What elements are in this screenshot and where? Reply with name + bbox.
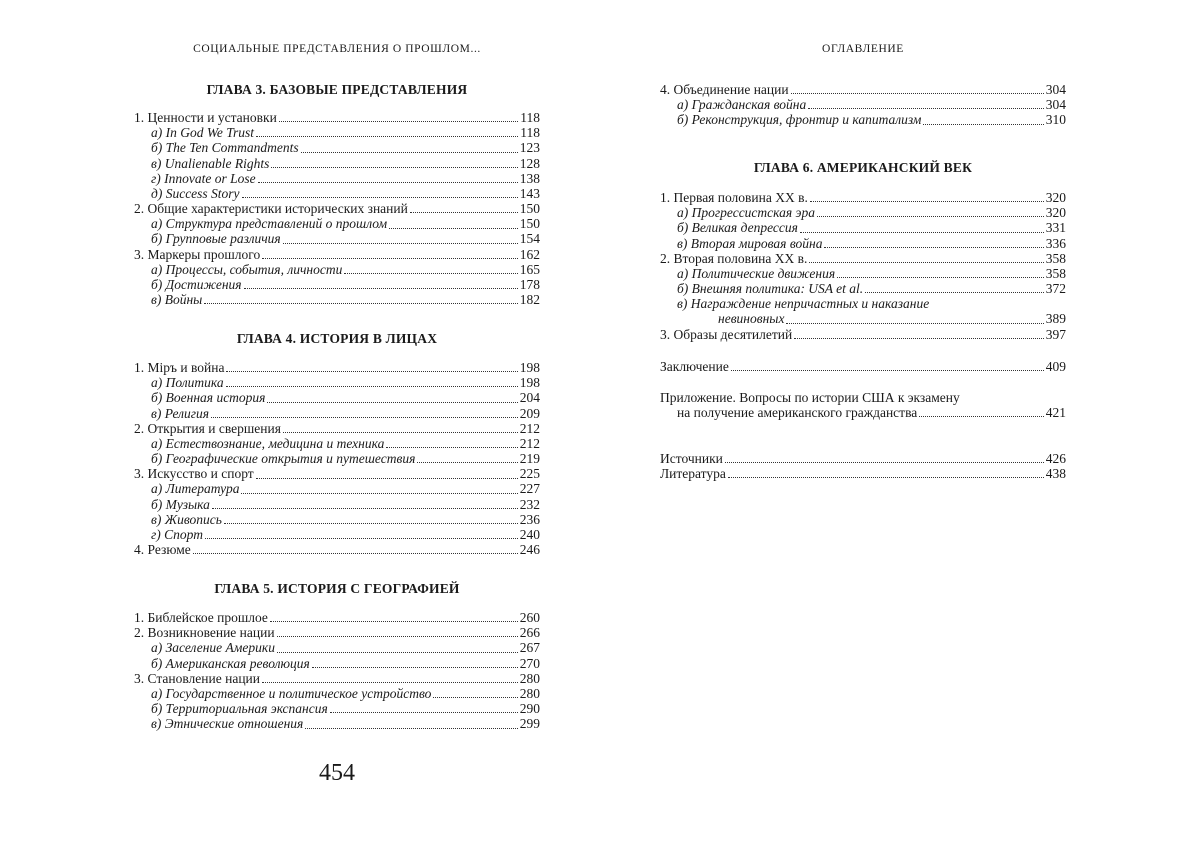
entry-page: 204: [519, 390, 540, 406]
entry-label: а) Заселение Америки: [151, 640, 275, 656]
entry-label: б) Военная история: [151, 390, 266, 406]
toc-entry: [660, 312, 1066, 327]
entry-label: б) Американская революция: [151, 655, 310, 671]
toc-entry: [134, 436, 540, 451]
entry-label: б) Групповые различия: [151, 231, 281, 247]
dot-leader: [270, 621, 518, 622]
toc-entry: [660, 266, 1066, 281]
toc-entry: [134, 701, 540, 716]
toc-entry: [134, 201, 540, 216]
entry-page: 227: [519, 481, 540, 497]
entry-label-line1: Приложение. Вопросы по истории США к экзамену: [660, 389, 960, 405]
entry-page: 143: [519, 185, 540, 201]
toc-entry: [660, 251, 1066, 266]
entry-page: 150: [519, 201, 540, 217]
toc-entry: [134, 186, 540, 201]
entry-page: 154: [519, 231, 540, 247]
entry-page: 150: [519, 216, 540, 232]
entry-page: 372: [1045, 281, 1066, 297]
page-number: 454: [319, 760, 355, 786]
entry-label: Источники: [660, 450, 723, 466]
entry-label: 2. Открытия и свершения: [134, 420, 281, 436]
dot-leader: [262, 682, 518, 683]
entry-page: 260: [519, 609, 540, 625]
dot-leader: [794, 338, 1044, 339]
dot-leader: [312, 667, 518, 668]
toc-entry: [134, 610, 540, 625]
dot-leader: [224, 523, 518, 524]
left-page: [134, 0, 540, 848]
dot-leader: [386, 447, 517, 448]
toc-entry: [134, 360, 540, 375]
entry-label: 4. Резюме: [134, 542, 191, 558]
dot-leader: [824, 247, 1043, 248]
dot-leader: [244, 288, 518, 289]
toc-entry: [134, 232, 540, 247]
entry-page: 270: [519, 655, 540, 671]
entry-page: 219: [519, 451, 540, 467]
dot-leader: [256, 136, 518, 137]
chapter-3-toc: [134, 110, 540, 307]
entry-label: в) Вторая мировая война: [677, 235, 823, 251]
entry-page: 299: [519, 716, 540, 732]
appendix-entry: [660, 390, 1066, 420]
dot-leader: [226, 386, 518, 387]
entry-label: а) Структура представлений о прошлом: [151, 216, 388, 232]
entry-page: 304: [1045, 97, 1066, 113]
dot-leader: [800, 232, 1044, 233]
entry-label: б) Музыка: [151, 496, 210, 512]
entry-label: 2. Возникновение нации: [134, 625, 275, 641]
toc-entry: [134, 216, 540, 231]
toc-entry: [660, 327, 1066, 342]
entry-label: а) Прогрессистская эра: [677, 205, 815, 221]
entry-page: 128: [519, 155, 540, 171]
entry-label: д) Success Story: [151, 185, 240, 201]
entry-label: а) Политика: [151, 375, 224, 391]
toc-entry: [660, 205, 1066, 220]
toc-entry: [660, 236, 1066, 251]
toc-entry: [134, 527, 540, 542]
entry-page: 320: [1045, 189, 1066, 205]
chapter-3-title: ГЛАВА 3. БАЗОВЫЕ ПРЕДСТАВЛЕНИЯ: [206, 82, 468, 97]
toc-entry: [660, 97, 1066, 112]
toc-entry: [134, 247, 540, 262]
chapter-6-title: ГЛАВА 6. АМЕРИКАНСКИЙ ВЕК: [753, 160, 973, 175]
dot-leader: [728, 477, 1044, 478]
entry-page: 212: [519, 435, 540, 451]
entry-page: 209: [519, 405, 540, 421]
entry-page: 304: [1045, 81, 1066, 97]
entry-page: 118: [520, 125, 540, 141]
entry-label: б) Территориальная экспансия: [151, 701, 328, 717]
entry-page: 138: [519, 170, 540, 186]
toc-entry: [134, 656, 540, 671]
dot-leader: [262, 258, 518, 259]
entry-label: невиновных: [718, 311, 785, 327]
entry-label: б) Достижения: [151, 277, 242, 293]
entry-page: 397: [1045, 326, 1066, 342]
entry-page: 246: [519, 542, 540, 558]
entry-label: г) Innovate or Lose: [151, 170, 256, 186]
dot-leader: [211, 417, 518, 418]
entry-page: 232: [519, 496, 540, 512]
toc-entry: [660, 220, 1066, 235]
entry-label: б) Внешняя политика: USA et al.: [677, 281, 864, 297]
entry-page: 358: [1045, 250, 1066, 266]
dot-leader: [271, 167, 517, 168]
toc-entry: [134, 262, 540, 277]
toc-entry: [660, 359, 1066, 374]
toc-entry: [134, 292, 540, 307]
entry-label: а) Государственное и политическое устройство: [151, 685, 432, 701]
entry-page: 165: [519, 261, 540, 277]
toc-entry: [134, 625, 540, 640]
chapter-4-toc: [134, 360, 540, 557]
toc-entry: [134, 466, 540, 481]
entry-page: 389: [1045, 311, 1066, 327]
entry-label: 1. Библейское прошлое: [134, 609, 268, 625]
dot-leader: [242, 197, 518, 198]
entry-page: 409: [1045, 358, 1066, 374]
entry-page: 236: [519, 511, 540, 527]
entry-label: в) Религия: [151, 405, 210, 421]
toc-entry: [134, 716, 540, 731]
toc-entry: [134, 421, 540, 436]
dot-leader: [923, 124, 1043, 125]
entry-page: 280: [519, 685, 540, 701]
entry-label: 1. Міръ и война: [134, 359, 225, 375]
entry-label: б) Великая депрессия: [677, 220, 798, 236]
toc-entry: [660, 451, 1066, 466]
entry-page: 290: [519, 701, 540, 717]
entry-label: г) Спорт: [151, 527, 203, 543]
entry-page: 212: [519, 420, 540, 436]
dot-leader: [731, 370, 1044, 371]
entry-label: б) Реконструкция, фронтир и капитализм: [677, 112, 922, 128]
entry-page: 198: [519, 375, 540, 391]
entry-label: а) Политические движения: [677, 265, 836, 281]
entry-page: 182: [519, 292, 540, 308]
dot-leader: [204, 303, 517, 304]
toc-entry: [660, 112, 1066, 127]
toc-entry: [660, 466, 1066, 481]
dot-leader: [817, 216, 1044, 217]
toc-entry: [134, 482, 540, 497]
entry-label: 4. Объединение нации: [660, 81, 789, 97]
chapter-5-title: ГЛАВА 5. ИСТОРИЯ С ГЕОГРАФИЕЙ: [214, 581, 460, 596]
entry-page: 358: [1045, 265, 1066, 281]
dot-leader: [725, 462, 1044, 463]
chapter-6-toc: [660, 190, 1066, 342]
toc-entry: [134, 375, 540, 390]
dot-leader: [226, 371, 517, 372]
entry-label: в) Живопись: [151, 511, 222, 527]
dot-leader: [267, 402, 517, 403]
entry-label: в) Войны: [151, 292, 203, 308]
toc-entry: [134, 671, 540, 686]
entry-page: 118: [520, 109, 540, 125]
dot-leader: [410, 212, 518, 213]
dot-leader: [283, 243, 518, 244]
toc-entry: [134, 156, 540, 171]
dot-leader: [301, 152, 518, 153]
dot-leader: [279, 121, 518, 122]
toc-entry: [134, 686, 540, 701]
toc-entry: [134, 542, 540, 557]
dot-leader: [837, 277, 1044, 278]
entry-label: Литература: [660, 466, 726, 482]
entry-label: 3. Становление нации: [134, 670, 260, 686]
entry-label: на получение американского гражданства: [677, 405, 918, 421]
dot-leader: [417, 462, 517, 463]
toc-entry: [134, 171, 540, 186]
entry-label: б) The Ten Commandments: [151, 140, 299, 156]
dot-leader: [389, 228, 518, 229]
entry-label: 2. Общие характеристики исторических знаний: [134, 201, 408, 217]
chapter-4-title: ГЛАВА 4. ИСТОРИЯ В ЛИЦАХ: [236, 331, 438, 346]
running-head-right: ОГЛАВЛЕНИЕ: [822, 43, 904, 55]
entry-page: 267: [519, 640, 540, 656]
dot-leader: [810, 201, 1044, 202]
toc-entry: [134, 451, 540, 466]
entry-page: 178: [519, 277, 540, 293]
chapter-5-continued-toc: [660, 82, 1066, 128]
toc-entry: [660, 281, 1066, 296]
dot-leader: [808, 108, 1043, 109]
toc-entry: [134, 406, 540, 421]
entry-page: 331: [1045, 220, 1066, 236]
dot-leader: [283, 432, 518, 433]
dot-leader: [241, 493, 517, 494]
entry-page: 438: [1045, 466, 1066, 482]
entry-label: 3. Образы десятилетий: [660, 326, 793, 342]
entry-page: 421: [1045, 405, 1066, 421]
dot-leader: [786, 323, 1043, 324]
toc-entry: [660, 190, 1066, 205]
toc-entry: [134, 140, 540, 155]
dot-leader: [809, 262, 1043, 263]
conclusion-entry: [660, 359, 1066, 374]
toc-entry: [134, 497, 540, 512]
toc-entry-line1: [660, 296, 1066, 311]
entry-label: а) In God We Trust: [151, 125, 255, 141]
toc-entry: [134, 640, 540, 655]
entry-page: 310: [1045, 112, 1066, 128]
dot-leader: [791, 93, 1044, 94]
dot-leader: [212, 508, 518, 509]
entry-label: а) Естествознание, медицина и техника: [151, 435, 385, 451]
entry-label: 3. Маркеры прошлого: [134, 246, 261, 262]
chapter-5-toc: [134, 610, 540, 732]
toc-entry: [660, 405, 1066, 420]
entry-page: 240: [519, 527, 540, 543]
toc-entry: [660, 82, 1066, 97]
dot-leader: [344, 273, 517, 274]
entry-label: 3. Искусство и спорт: [134, 466, 254, 482]
entry-page: 426: [1045, 450, 1066, 466]
entry-label: а) Гражданская война: [677, 97, 807, 113]
dot-leader: [919, 416, 1043, 417]
entry-label: 1. Первая половина XX в.: [660, 189, 808, 205]
toc-entry-line1: [660, 390, 1066, 405]
dot-leader: [865, 292, 1044, 293]
entry-page: 336: [1045, 235, 1066, 251]
entry-page: 280: [519, 670, 540, 686]
entry-page: 198: [519, 359, 540, 375]
entry-label: б) Географические открытия и путешествия: [151, 451, 416, 467]
dot-leader: [256, 478, 518, 479]
dot-leader: [433, 697, 517, 698]
dot-leader: [258, 182, 518, 183]
entry-page: 123: [519, 140, 540, 156]
entry-label-line1: в) Награждение непричастных и наказание: [677, 296, 930, 312]
right-page: [660, 0, 1066, 848]
entry-label: а) Литература: [151, 481, 240, 497]
dot-leader: [193, 553, 518, 554]
entry-label: в) Unalienable Rights: [151, 155, 270, 171]
entry-page: 162: [519, 246, 540, 262]
dot-leader: [277, 652, 518, 653]
running-head-left: СОЦИАЛЬНЫЕ ПРЕДСТАВЛЕНИЯ О ПРОШЛОМ...: [193, 43, 481, 55]
entry-label: Заключение: [660, 358, 729, 374]
entry-label: а) Процессы, события, личности: [151, 261, 343, 277]
toc-entry: [134, 125, 540, 140]
toc-entry: [134, 512, 540, 527]
entry-page: 225: [519, 466, 540, 482]
dot-leader: [277, 636, 518, 637]
toc-entry: [134, 390, 540, 405]
entry-page: 320: [1045, 205, 1066, 221]
entry-label: 1. Ценности и установки: [134, 109, 277, 125]
dot-leader: [305, 728, 517, 729]
entry-label: 2. Вторая половина XX в.: [660, 250, 808, 266]
toc-entry: [134, 110, 540, 125]
dot-leader: [205, 538, 518, 539]
entry-page: 266: [519, 625, 540, 641]
sources-entry: [660, 451, 1066, 481]
entry-label: в) Этнические отношения: [151, 716, 304, 732]
dot-leader: [330, 712, 518, 713]
toc-entry: [134, 277, 540, 292]
